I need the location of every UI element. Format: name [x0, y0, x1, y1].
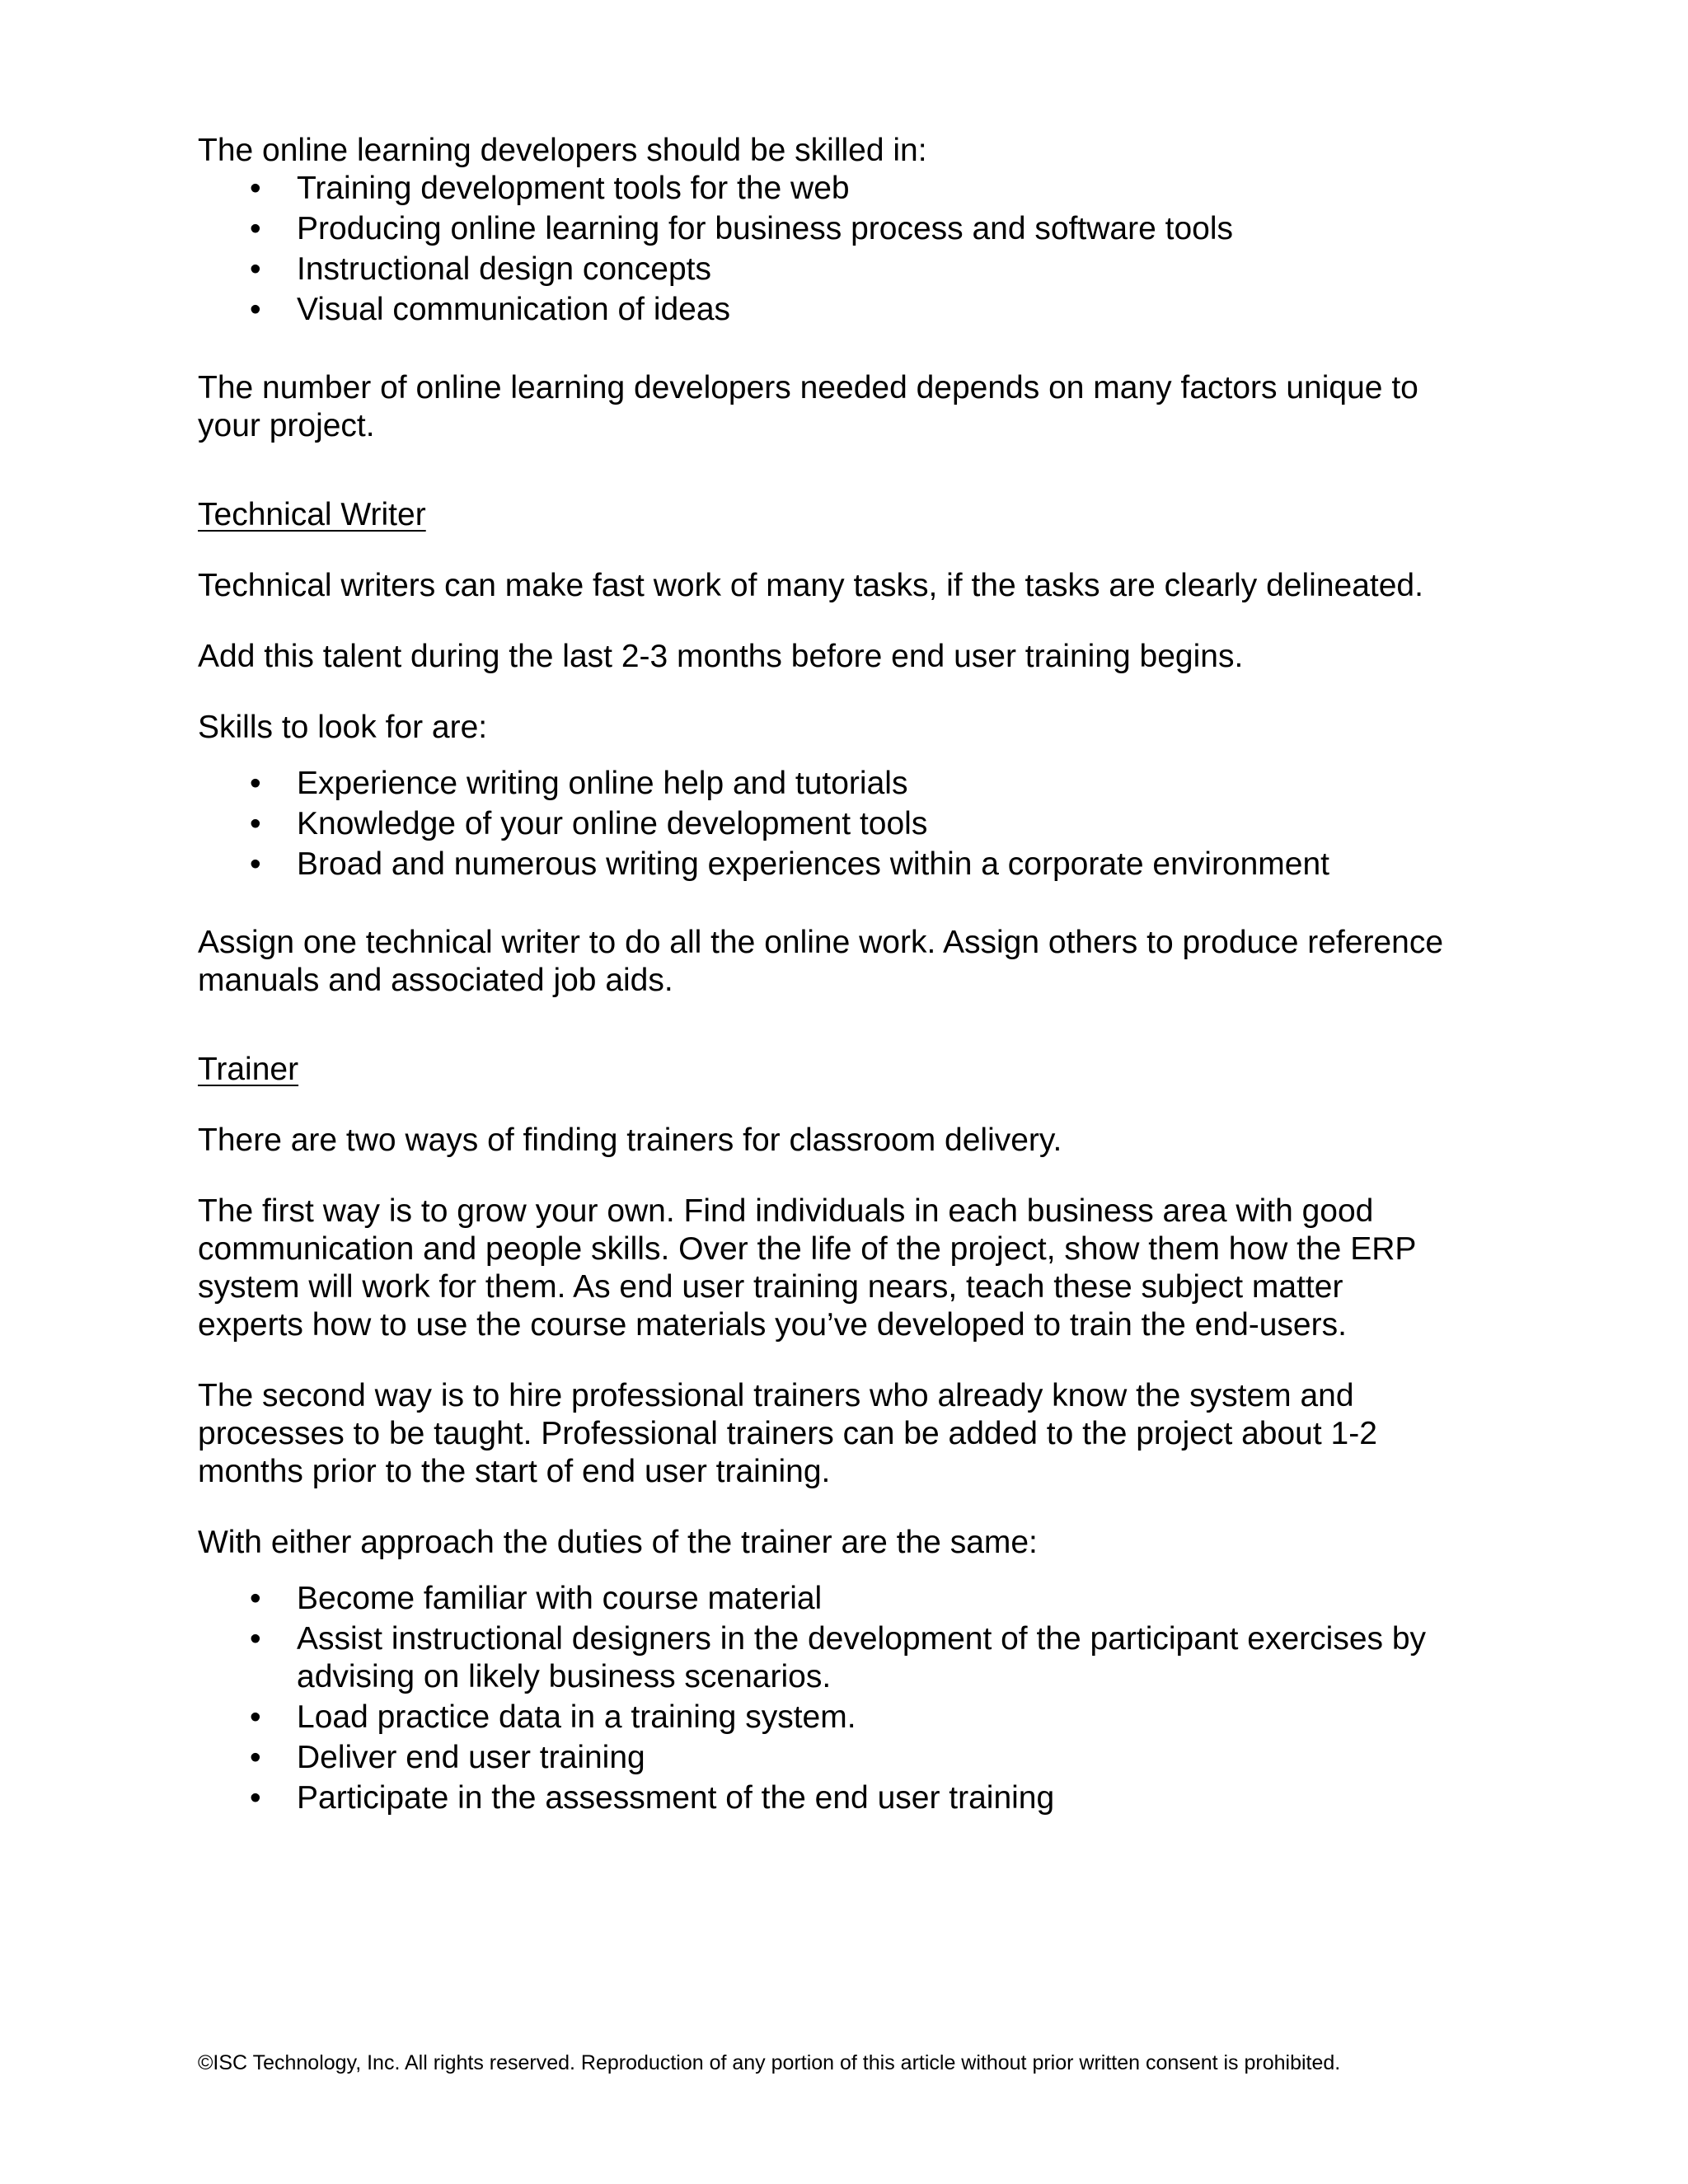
trainer-duties-list — [198, 1580, 1451, 1817]
trainer-heading: Trainer — [198, 1052, 299, 1087]
list-item: • Producing online learning for business process and software tools — [250, 211, 1233, 246]
developers-needed-paragraph: The number of online learning developers needed depends on many factors unique to your project. — [198, 370, 1418, 443]
bullet-icon: • — [250, 846, 261, 882]
copyright-footer: ©ISC Technology, Inc. All rights reserved. Reproduction of any portion of this article without prior written consent is prohibited. — [198, 2051, 1341, 2074]
developer-skills-intro: The online learning developers should be skilled in: — [198, 133, 927, 168]
list-item: • Participate in the assessment of the end user training — [250, 1780, 1055, 1816]
list-item: • Training development tools for the web — [250, 171, 850, 206]
list-item: • Visual communication of ideas — [250, 292, 731, 327]
list-item: • Become familiar with course material — [250, 1581, 823, 1616]
bullet-icon: • — [250, 1740, 261, 1775]
bullet-icon: • — [250, 1780, 261, 1816]
bullet-icon: • — [250, 292, 261, 327]
bullet-icon: • — [250, 1621, 261, 1657]
document-body — [198, 132, 1451, 1820]
list-item: • Deliver end user training — [250, 1740, 645, 1775]
bullet-icon: • — [250, 1699, 261, 1735]
list-item: • Instructional design concepts — [250, 251, 711, 287]
bullet-icon: • — [250, 211, 261, 246]
trainer-duties-intro: With either approach the duties of the trainer are the same: — [198, 1525, 1038, 1560]
bullet-icon: • — [250, 1581, 261, 1616]
bullet-icon: • — [250, 766, 261, 801]
developer-skills-list — [198, 170, 1451, 329]
trainer-paragraph-2: The first way is to grow your own. Find individuals in each business area with good communication and people skills. Over the life of the project, show them how the ERP system will work for them. As end user training nears, teach these subject matter experts how to use the course materials you’ve developed to train the end-users. — [198, 1193, 1416, 1343]
list-item: • Assist instructional designers in the development of the participant exercises by advising on likely business scenarios. — [250, 1621, 1427, 1694]
trainer-paragraph-3: The second way is to hire professional trainers who already know the system and processes to be taught. Professional trainers can be added to the project about 1-2 months prior to the start of end user training. — [198, 1378, 1377, 1489]
skills-intro: Skills to look for are: — [198, 710, 488, 745]
technical-writer-paragraph-1: Technical writers can make fast work of many tasks, if the tasks are clearly delineated. — [198, 568, 1423, 603]
technical-writer-heading: Technical Writer — [198, 497, 426, 532]
trainer-paragraph-1: There are two ways of finding trainers for classroom delivery. — [198, 1122, 1062, 1158]
list-item: • Experience writing online help and tutorials — [250, 766, 908, 801]
technical-writer-paragraph-3: Assign one technical writer to do all the online work. Assign others to produce reference manuals and associated job aids. — [198, 925, 1444, 998]
list-item: • Broad and numerous writing experiences within a corporate environment — [250, 846, 1330, 882]
bullet-icon: • — [250, 806, 261, 841]
list-item: • Load practice data in a training system. — [250, 1699, 856, 1735]
bullet-icon: • — [250, 251, 261, 287]
list-item: • Knowledge of your online development tools — [250, 806, 928, 841]
writer-skills-list — [198, 765, 1451, 883]
bullet-icon: • — [250, 171, 261, 206]
technical-writer-paragraph-2: Add this talent during the last 2-3 months before end user training begins. — [198, 639, 1244, 674]
